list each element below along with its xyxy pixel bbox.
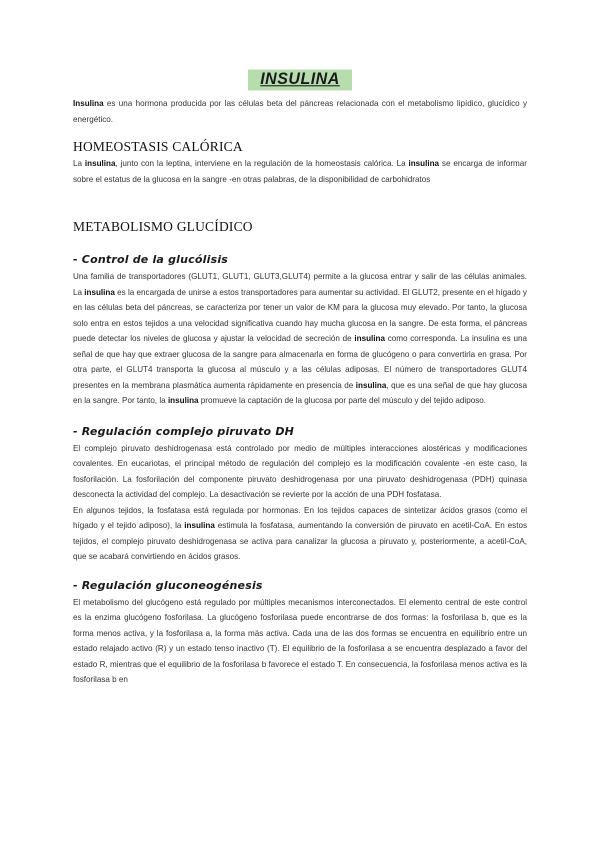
intro-text: es una hormona producida por las células beta del páncreas relacionada con el metabolismo lipídico, glucídico y energético. — [73, 99, 527, 124]
text-segment: como corresponda. La insulina es una señal de que hay que extraer glucosa de la sangre para almacenarla en forma de glucógeno o para convertirla en grasa. Por otra parte, el GLUT4 transporta la glucosa al músculo y a las células adiposas. El número de transportadores GLUT4 presentes en la membrana plasmática aumenta rápidamente en presencia de — [73, 334, 527, 390]
heading-metabolismo: METABOLISMO GLUCÍDICO — [73, 219, 253, 234]
gluconeogenesis-paragraph: El metabolismo del glucógeno está regulado por múltiples mecanismos interconectados. El elemento central de este control es la enzima glucógeno fosforilasa. La glucógeno fosforilasa puede encontrarse de dos formas: la fosforilasa b, que es la forma menos activa, y la fosforilasa a, la forma más activa. Cada una de las dos formas se encuentra en equilibrio entre un estado relajado activo (R) y un estado tenso inactivo (T). El equilibrio de la fosforilasa a se encuentra desplazado a favor del estado R, mientras que el equilibrio de la fosforilasa b favorece el estado T. En consecuencia, la fosforilasa menos activa es la fosforilasa b en — [73, 597, 527, 684]
heading-gluconeogenesis: - Regulación gluconeogénesis — [73, 578, 263, 592]
keyword-insulina: insulina — [84, 159, 116, 168]
homeostasis-paragraph — [73, 156, 527, 187]
title-wrap — [73, 0, 527, 88]
keyword-insulina: insulina — [84, 287, 115, 297]
text-segment: estimula la fosfatasa, aumentando la conversión de piruvato en acetil-CoA. En estos tejidos, el complejo piruvato deshidrogenasa se activa para canalizar la glucosa a piruvato y, posteriormente, a acetil-CoA, que se acabará convirtiendo en ácidos grasos. — [73, 521, 527, 561]
piruvato-paragraph-2 — [73, 503, 527, 565]
heading-homeostasis: HOMEOSTASIS CALÓRICA — [73, 139, 243, 154]
intro-paragraph — [73, 96, 527, 127]
text-segment: , junto con la leptina, interviene en la regulación de la homeostasis calórica. La — [115, 159, 409, 168]
keyword-insulina: insulina — [184, 521, 215, 530]
text-segment: , que es una señal de que hay glucosa en la sangre. Por tanto, la — [73, 380, 527, 405]
keyword-insulina: insulina — [355, 380, 387, 390]
keyword-insulina: insulina — [408, 159, 440, 168]
keyword-insulina: Insulina — [73, 99, 104, 108]
glucolisis-paragraph — [73, 269, 527, 409]
page-title: INSULINA — [248, 70, 352, 91]
text-segment: En algunos tejidos, la fosfatasa está regulada por hormonas. En los tejidos capaces de sintetizar ácidos grasos (como el hígado y el tejido adiposo), la — [73, 505, 527, 530]
text-segment: La — [73, 159, 85, 168]
heading-glucolisis: - Control de la glucólisis — [73, 253, 229, 266]
text-segment: se encarga de informar sobre el estatus de la glucosa en la sangre -en otras palabras, de la disponibilidad de carbohidratos — [73, 159, 527, 184]
keyword-insulina: insulina — [167, 396, 199, 405]
piruvato-paragraph-1: El complejo piruvato deshidrogenasa está controlado por medio de múltiples interacciones alostéricas y modificaciones covalentes. En eucariotas, el principal método de regulación del complejo es la modificación covalente -en este caso, la fosforilación. La fosforilación del componente piruvato deshidrogenasa por una piruvato deshidrogenasa (PDH) quinasa desconecta la actividad del complejo. La desactivación se revierte por la acción de una PDH fosfatasa. — [73, 443, 527, 499]
heading-piruvato: - Regulación complejo piruvato DH — [73, 424, 295, 438]
text-segment: promueve la captación de la glucosa por parte del músculo y del tejido adiposo. — [198, 396, 487, 405]
text-segment: es la encargada de unirse a estos transportadores para aumentar su actividad. El GLUT2, presente en el hígado y en las células beta del páncreas, se caracteriza por tener un valor de KM para la glucosa muy elevado. Por tanto, la glucosa solo entra en estos tejidos a una velocidad significativa cuando hay mucha glucosa en la sangre. De esta forma, el páncreas puede detectar los niveles de glucosa y ajustar la velocidad de secreción de — [73, 287, 527, 343]
keyword-insulina: insulina — [354, 334, 385, 343]
text-segment: Una familia de transportadores (GLUT1, GLUT1, GLUT3,GLUT4) permite a la glucosa entrar y salir de las células animales. La — [73, 272, 527, 297]
